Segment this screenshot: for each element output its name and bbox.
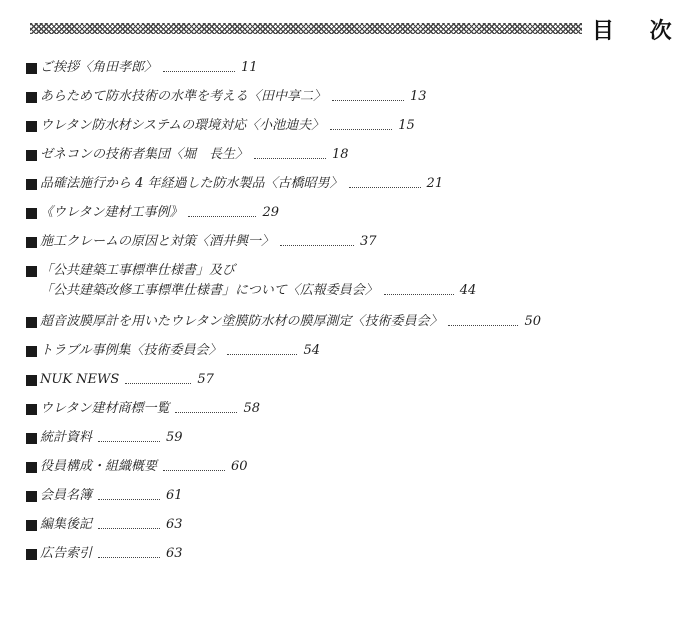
page-title: 目 次 xyxy=(592,19,686,44)
dotted-leader xyxy=(254,158,326,159)
black-square-bullet-icon xyxy=(26,237,37,248)
dotted-leader xyxy=(163,71,235,72)
toc-entry[interactable] xyxy=(26,544,183,564)
page-number: 37 xyxy=(360,234,377,249)
toc-entry[interactable] xyxy=(26,312,541,332)
toc-entry[interactable] xyxy=(26,145,349,165)
page-number: 11 xyxy=(241,60,258,75)
toc-title: 役員構成・組織概要 xyxy=(40,459,158,474)
toc-entry[interactable] xyxy=(26,515,183,535)
dotted-leader xyxy=(98,499,160,500)
toc-line xyxy=(40,399,260,419)
dotted-leader xyxy=(280,245,354,246)
black-square-bullet-icon xyxy=(26,520,37,531)
black-square-bullet-icon xyxy=(26,346,37,357)
page-number: 18 xyxy=(332,147,349,162)
page-number: 13 xyxy=(410,89,427,104)
page-number: 57 xyxy=(197,372,214,387)
toc-line xyxy=(40,312,541,332)
toc-line xyxy=(40,486,183,506)
toc-entry[interactable] xyxy=(26,174,443,194)
toc-entry[interactable] xyxy=(26,261,476,301)
black-square-bullet-icon xyxy=(26,491,37,502)
dotted-leader xyxy=(163,470,225,471)
toc-title: 広告索引 xyxy=(40,546,93,561)
black-square-bullet-icon xyxy=(26,208,37,219)
toc-entry[interactable] xyxy=(26,370,214,390)
dotted-leader xyxy=(98,441,160,442)
dotted-leader xyxy=(98,557,160,558)
toc-title: 施工クレームの原因と対策〈酒井興一〉 xyxy=(40,234,275,249)
black-square-bullet-icon xyxy=(26,462,37,473)
header xyxy=(0,0,686,60)
page-number: 15 xyxy=(398,118,415,133)
toc-title: 品確法施行から 4 年経過した防水製品〈古橋昭男〉 xyxy=(40,176,343,191)
black-square-bullet-icon xyxy=(26,63,37,74)
black-square-bullet-icon xyxy=(26,433,37,444)
toc-title: 「公共建築改修工事標準仕様書」について〈広報委員会〉 xyxy=(40,283,378,298)
black-square-bullet-icon xyxy=(26,266,37,277)
toc-line xyxy=(40,428,183,448)
dotted-leader xyxy=(332,100,404,101)
toc-line xyxy=(40,261,476,281)
page-number: 29 xyxy=(262,205,280,220)
dotted-leader xyxy=(448,325,518,326)
page-number: 44 xyxy=(459,283,477,298)
toc-line xyxy=(40,116,415,136)
toc-line xyxy=(40,58,258,78)
black-square-bullet-icon xyxy=(26,549,37,560)
page-number: 60 xyxy=(231,459,248,474)
toc-line xyxy=(40,370,214,390)
black-square-bullet-icon xyxy=(26,317,37,328)
dotted-leader xyxy=(175,412,237,413)
toc-title: 編集後記 xyxy=(40,517,93,532)
black-square-bullet-icon xyxy=(26,375,37,386)
page-number: 54 xyxy=(303,343,321,358)
toc-title: 超音波膜厚計を用いたウレタン塗膜防水材の膜厚測定〈技術委員会〉 xyxy=(40,314,443,329)
dotted-leader xyxy=(227,354,297,355)
toc-entry[interactable] xyxy=(26,116,415,136)
toc-entry[interactable] xyxy=(26,203,279,223)
toc-line xyxy=(40,232,377,252)
toc-line xyxy=(40,145,349,165)
toc-entry[interactable] xyxy=(26,486,183,506)
dotted-leader xyxy=(98,528,160,529)
dotted-leader xyxy=(330,129,392,130)
toc-entry[interactable] xyxy=(26,399,260,419)
toc-title: ウレタン建材商標一覧 xyxy=(40,401,170,416)
toc-entry[interactable] xyxy=(26,232,377,252)
toc-title: トラブル事例集〈技術委員会〉 xyxy=(40,343,222,358)
toc-title: ウレタン防水材システムの環境対応〈小池迪夫〉 xyxy=(40,118,325,133)
toc-entry[interactable] xyxy=(26,457,248,477)
toc-line xyxy=(40,203,279,223)
toc-title: ご挨拶〈角田孝郎〉 xyxy=(40,60,158,75)
toc-title: ゼネコンの技術者集団〈堀 長生〉 xyxy=(40,147,249,162)
toc-entry[interactable] xyxy=(26,341,320,361)
toc-title: 会員名簿 xyxy=(40,488,93,503)
dotted-leader xyxy=(188,216,256,217)
toc-entry[interactable] xyxy=(26,58,258,78)
toc-entry[interactable] xyxy=(26,87,427,107)
dotted-leader xyxy=(125,383,191,384)
toc-line xyxy=(40,281,476,301)
toc-line xyxy=(40,544,183,564)
page-number: 58 xyxy=(243,401,261,416)
toc-entry[interactable] xyxy=(26,428,183,448)
toc-line xyxy=(40,515,183,535)
page-number: 63 xyxy=(166,546,183,561)
dotted-leader xyxy=(384,294,454,295)
toc-line xyxy=(40,341,320,361)
black-square-bullet-icon xyxy=(26,179,37,190)
black-square-bullet-icon xyxy=(26,121,37,132)
toc-title: 統計資料 xyxy=(40,430,93,445)
page-number: 61 xyxy=(166,488,183,503)
page-number: 21 xyxy=(426,176,444,191)
page-number: 63 xyxy=(166,517,183,532)
toc-title: 《ウレタン建材工事例》 xyxy=(40,205,183,220)
toc-line xyxy=(40,174,443,194)
decorative-border xyxy=(30,23,582,34)
black-square-bullet-icon xyxy=(26,92,37,103)
dotted-leader xyxy=(349,187,421,188)
page-number: 59 xyxy=(166,430,183,445)
toc-line xyxy=(40,87,427,107)
toc-title: あらためて防水技術の水準を考える〈田中享二〉 xyxy=(40,89,327,104)
page-number: 50 xyxy=(524,314,542,329)
black-square-bullet-icon xyxy=(26,404,37,415)
toc-title: 「公共建築工事標準仕様書」及び xyxy=(40,263,236,278)
toc-line xyxy=(40,457,248,477)
toc-title: NUK NEWS xyxy=(40,372,120,387)
black-square-bullet-icon xyxy=(26,150,37,161)
